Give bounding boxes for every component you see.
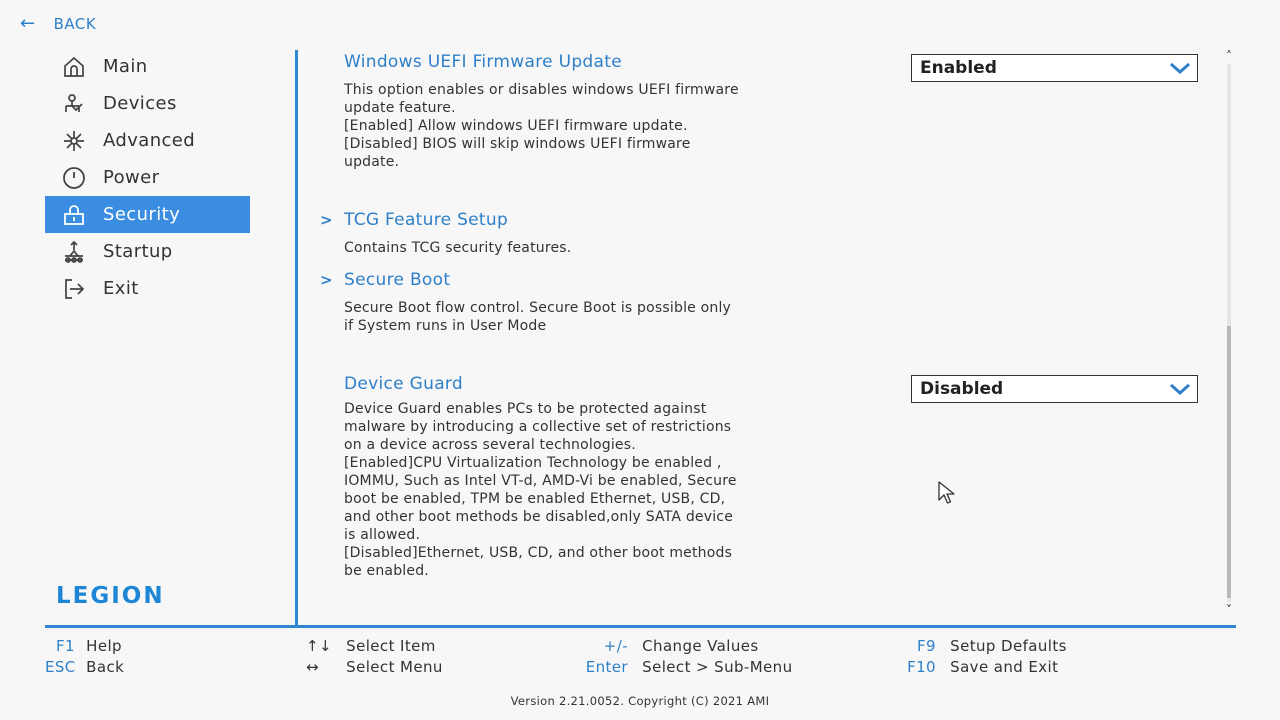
- legend-label: Setup Defaults: [950, 637, 1067, 655]
- setting-title[interactable]: TCG Feature Setup: [344, 210, 509, 230]
- scroll-up-icon[interactable]: ˄: [1226, 49, 1232, 63]
- scroll-thumb[interactable]: [1227, 326, 1231, 598]
- legend-key: ESC: [45, 658, 76, 676]
- sidebar-item-advanced[interactable]: [45, 122, 250, 159]
- legend-label: Select > Sub-Menu: [642, 658, 793, 676]
- sidebar-item-label: Main: [103, 56, 148, 77]
- chevron-down-icon: [1169, 382, 1191, 396]
- legend-setup-defaults: [898, 637, 1067, 655]
- lock-icon: [45, 203, 103, 227]
- exit-icon: [45, 277, 103, 301]
- settings-panel: [320, 48, 1200, 623]
- mouse-pointer-icon: [937, 480, 959, 506]
- scrollbar[interactable]: [1222, 50, 1236, 616]
- setting-description: Secure Boot flow control. Secure Boot is possible only if System runs in User Mode: [344, 300, 732, 334]
- sidebar-item-label: Startup: [103, 241, 173, 262]
- legend-label: Save and Exit: [950, 658, 1059, 676]
- sidebar-item-label: Security: [103, 204, 181, 225]
- sidebar-item-devices[interactable]: [45, 85, 250, 122]
- legend-key: F1: [56, 637, 75, 655]
- sidebar-item-exit[interactable]: [45, 270, 250, 307]
- arrow-left-icon: ←: [20, 13, 36, 34]
- firmware-update-select[interactable]: [911, 54, 1198, 82]
- legend-label: Help: [86, 637, 122, 655]
- legend-key: F10: [907, 658, 936, 676]
- sidebar-item-startup[interactable]: [45, 233, 250, 270]
- device-guard-select[interactable]: [911, 375, 1198, 403]
- leftright-arrows-icon: ↔: [306, 658, 319, 676]
- sidebar-item-security[interactable]: [45, 196, 250, 233]
- setting-description: Device Guard enables PCs to be protected against malware by introducing a collective set of restrictions on a device across several technologies. [Enabled]CPU Virtualization Technology be enabled , IOMMU, Such as Intel VT-d, AMD-Vi be enabled, Secure boot be enabled, TPM be enabled Ethernet, USB, CD, and other boot methods be disabled,only SATA device is allowed. [Disabled]Ethernet, USB, CD, and other boot methods be enabled.: [344, 401, 737, 579]
- sidebar-item-power[interactable]: [45, 159, 250, 196]
- version-text: Version 2.21.0052. Copyright (C) 2021 AMI: [510, 694, 770, 708]
- legend-label: Select Item: [346, 637, 436, 655]
- legion-logo: LEGION: [56, 583, 165, 609]
- advanced-icon: [45, 129, 103, 153]
- legend-select-item: [306, 637, 436, 655]
- select-value: Disabled: [920, 379, 1004, 399]
- legend-key: +/-: [603, 637, 628, 655]
- setting-title[interactable]: Device Guard: [344, 374, 463, 394]
- setting-title[interactable]: Windows UEFI Firmware Update: [344, 52, 622, 72]
- sidebar: [45, 48, 250, 307]
- scroll-down-icon[interactable]: ˅: [1226, 603, 1232, 617]
- setting-description: Contains TCG security features.: [344, 240, 572, 256]
- vertical-divider: [295, 50, 298, 626]
- legend-key: F9: [917, 637, 936, 655]
- legend-change-values: [568, 637, 759, 655]
- sidebar-item-label: Advanced: [103, 130, 196, 151]
- chevron-down-icon: [1169, 61, 1191, 75]
- devices-icon: [45, 92, 103, 116]
- legend-label: Select Menu: [346, 658, 443, 676]
- setting-title[interactable]: Secure Boot: [344, 270, 451, 290]
- sidebar-item-main[interactable]: [45, 48, 250, 85]
- sidebar-item-label: Devices: [103, 93, 177, 114]
- setting-description: This option enables or disables windows UEFI firmware update feature. [Enabled] Allow windows UEFI firmware update. [Disabled] BIOS will skip windows UEFI firmware update.: [344, 82, 739, 170]
- legend-help: [45, 637, 122, 655]
- legend-select-menu: [306, 658, 443, 676]
- sidebar-item-label: Exit: [103, 278, 139, 299]
- legend-label: Back: [86, 658, 125, 676]
- select-value: Enabled: [920, 58, 997, 78]
- sidebar-item-label: Power: [103, 167, 160, 188]
- legend-save-exit: [898, 658, 1058, 676]
- chevron-right-icon: >: [320, 211, 333, 229]
- legend-label: Change Values: [642, 637, 759, 655]
- back-label: BACK: [53, 15, 97, 33]
- power-icon: [45, 166, 103, 190]
- legend-key: Enter: [585, 658, 628, 676]
- startup-icon: [45, 240, 103, 264]
- chevron-right-icon: >: [320, 271, 333, 289]
- home-icon: [45, 55, 103, 79]
- horizontal-divider: [45, 625, 1236, 628]
- updown-arrows-icon: ↑↓: [306, 637, 332, 655]
- legend-back: [45, 658, 124, 676]
- back-button[interactable]: [20, 12, 96, 36]
- legend-submenu: [568, 658, 793, 676]
